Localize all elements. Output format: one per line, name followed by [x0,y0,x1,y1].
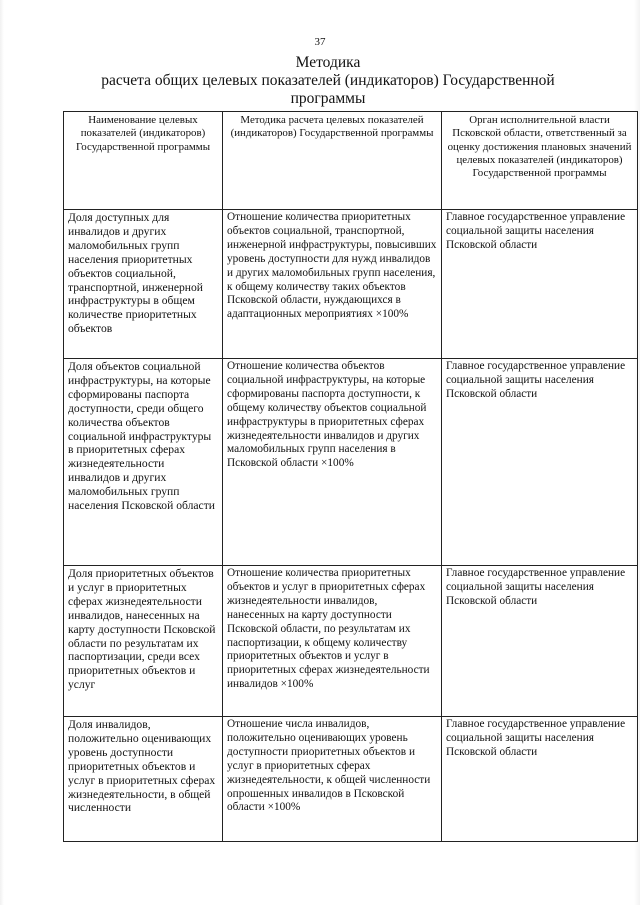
calculation-method-cell: Отношение количества приоритетных объектов социальной, транспортной, инженерной инфраструктуры, повысивших уровень доступности для нужд инвалидов и других маломобильных групп населения, к общему количеству таких объектов Псковской области, нуждающихся в адаптационных мероприятиях ×100% [223,210,442,359]
scan-edge-left [0,0,4,905]
title-line-2: расчета общих целевых показателей (индикаторов) Государственной программы [101,72,555,107]
title-line-1: Методика [295,54,361,71]
indicator-name-cell: Доля инвалидов, положительно оценивающих уровень доступности приоритетных объектов и услуг в приоритетных сферах жизнедеятельности, в общей численности [64,717,223,842]
header-responsible-organ: Орган исполнительной власти Псковской области, ответственный за оценку достижения плановых значений целевых показателей (индикаторов) Государственной программы [442,112,638,210]
header-calculation-method: Методика расчета целевых показателей (индикаторов) Государственной программы [223,112,442,210]
calculation-method-cell: Отношение количества объектов социальной инфраструктуры, на которые сформированы паспорта доступности, к общему количеству объектов социальной инфраструктуры в приоритетных сферах жизнедеятельности инвалидов и других маломобильных групп населения в Псковской области ×100% [223,359,442,566]
table-row [64,566,638,717]
responsible-organ-cell: Главное государственное управление социальной защиты населения Псковской области [442,717,638,842]
table-row [64,359,638,566]
table-row [64,717,638,842]
calculation-method-cell: Отношение числа инвалидов, положительно оценивающих уровень доступности приоритетных объектов и услуг в приоритетных сферах жизнедеятельности, к общей численности опрошенных инвалидов в Псковской области ×100% [223,717,442,842]
indicator-name-cell: Доля приоритетных объектов и услуг в приоритетных сферах жизнедеятельности инвалидов, нанесенных на карту доступности Псковской области по результатам их паспортизации, среди всех приоритетных объектов и услуг [64,566,223,717]
calculation-method-cell: Отношение количества приоритетных объектов и услуг в приоритетных сферах жизнедеятельности инвалидов, нанесенных на карту доступности Псковской области, по результатам их паспортизации, к общему количеству приоритетных объектов и услуг в приоритетных сферах жизнедеятельности инвалидов ×100% [223,566,442,717]
responsible-organ-cell: Главное государственное управление социальной защиты населения Псковской области [442,566,638,717]
page-number: 37 [314,36,326,48]
document-title [86,54,570,108]
indicators-table [63,111,638,842]
responsible-organ-cell: Главное государственное управление социальной защиты населения Псковской области [442,210,638,359]
indicator-name-cell: Доля доступных для инвалидов и других маломобильных групп населения приоритетных объектов социальной, транспортной, инженерной инфраструктуры в общем количестве приоритетных объектов [64,210,223,359]
header-indicator-name: Наименование целевых показателей (индикаторов) Государственной программы [64,112,223,210]
table-header-row [64,112,638,210]
table-row [64,210,638,359]
indicator-name-cell: Доля объектов социальной инфраструктуры, на которые сформированы паспорта доступности, среди общего количества объектов социальной инфраструктуры в приоритетных сферах жизнедеятельности инвалидов и других маломобильных групп населения Псковской области [64,359,223,566]
responsible-organ-cell: Главное государственное управление социальной защиты населения Псковской области [442,359,638,566]
